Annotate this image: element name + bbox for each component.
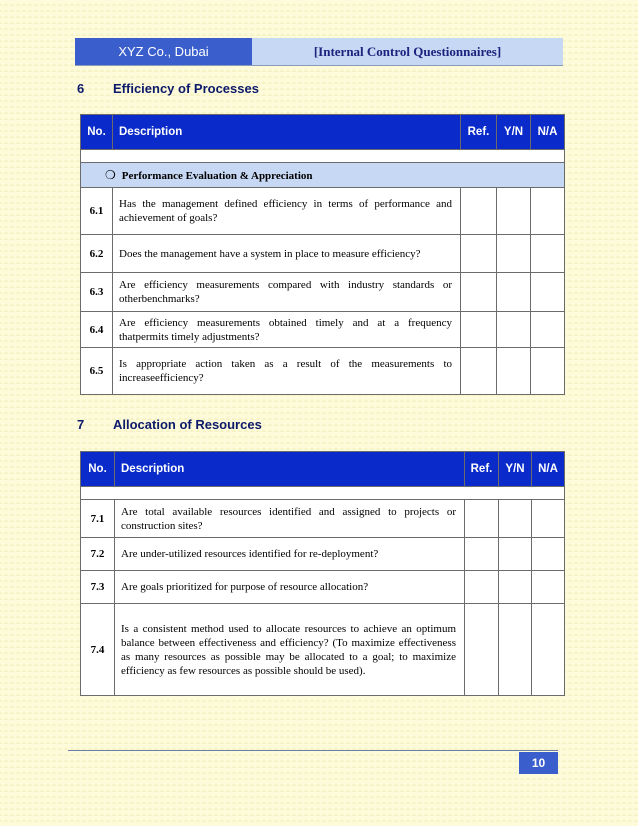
- table-row: [81, 604, 565, 696]
- table-row: [81, 273, 565, 312]
- section-number: 6: [77, 81, 85, 96]
- table-row: [81, 348, 565, 395]
- row-number: 6.1: [81, 188, 113, 235]
- table-row: [81, 571, 565, 604]
- row-question: Is a consistent method used to allocate resources to achieve an optimum balance between effectiveness and efficiency? (To maximize effectiveness as many resources as possible may be allocated to a goal; to maximize efficiency as few resources as possible should be used).: [115, 604, 465, 696]
- row-question: Does the management have a system in place to measure efficiency?: [113, 235, 461, 273]
- yn-cell[interactable]: [499, 571, 532, 604]
- na-cell[interactable]: [532, 571, 565, 604]
- col-yn: Y/N: [497, 115, 531, 150]
- col-ref: Ref.: [461, 115, 497, 150]
- ref-cell[interactable]: [465, 500, 499, 538]
- na-cell[interactable]: [531, 348, 565, 395]
- section-number: 7: [77, 417, 85, 432]
- row-question: Are under-utilized resources identified for re-deployment?: [115, 538, 465, 571]
- table-row: [81, 538, 565, 571]
- ref-cell[interactable]: [461, 312, 497, 348]
- row-question: Has the management defined efficiency in terms of performance and achievement of goals?: [113, 188, 461, 235]
- row-number: 7.2: [81, 538, 115, 571]
- yn-cell[interactable]: [499, 538, 532, 571]
- subheading-label: Performance Evaluation & Appreciation: [121, 169, 313, 182]
- yn-cell[interactable]: [497, 235, 531, 273]
- na-cell[interactable]: [531, 312, 565, 348]
- ref-cell[interactable]: [461, 235, 497, 273]
- circle-bullet-icon: ❍: [105, 167, 116, 182]
- ref-cell[interactable]: [465, 571, 499, 604]
- yn-cell[interactable]: [497, 273, 531, 312]
- na-cell[interactable]: [532, 500, 565, 538]
- col-no: No.: [81, 452, 115, 487]
- ref-cell[interactable]: [465, 538, 499, 571]
- table-row: [81, 235, 565, 273]
- ref-cell[interactable]: [461, 188, 497, 235]
- yn-cell[interactable]: [497, 188, 531, 235]
- na-cell[interactable]: [532, 604, 565, 696]
- na-cell[interactable]: [532, 538, 565, 571]
- col-na: N/A: [532, 452, 565, 487]
- row-number: 7.4: [81, 604, 115, 696]
- na-cell[interactable]: [531, 273, 565, 312]
- document-title: [Internal Control Questionnaires]: [252, 38, 563, 65]
- ref-cell[interactable]: [465, 604, 499, 696]
- col-ref: Ref.: [465, 452, 499, 487]
- section-title: Efficiency of Processes: [113, 81, 259, 96]
- section-7-heading: [77, 417, 262, 432]
- yn-cell[interactable]: [499, 500, 532, 538]
- col-description: Description: [115, 452, 465, 487]
- questionnaire-table-7: [80, 451, 565, 696]
- col-yn: Y/N: [499, 452, 532, 487]
- col-no: No.: [81, 115, 113, 150]
- row-number: 7.3: [81, 571, 115, 604]
- spacer-row: [81, 487, 565, 500]
- questionnaire-table-6: [80, 114, 565, 395]
- table-row: [81, 188, 565, 235]
- row-question: Are efficiency measurements compared with industry standards or otherbenchmarks?: [113, 273, 461, 312]
- section-title: Allocation of Resources: [113, 417, 262, 432]
- subheading-row: [81, 163, 565, 188]
- row-number: 6.2: [81, 235, 113, 273]
- page-number: 10: [519, 752, 558, 774]
- section-6-heading: [77, 81, 259, 96]
- na-cell[interactable]: [531, 235, 565, 273]
- yn-cell[interactable]: [497, 312, 531, 348]
- row-question: Are goals prioritized for purpose of resource allocation?: [115, 571, 465, 604]
- yn-cell[interactable]: [499, 604, 532, 696]
- page-header: [75, 38, 563, 66]
- table-row: [81, 312, 565, 348]
- row-question: Are efficiency measurements obtained timely and at a frequency thatpermits timely adjustments?: [113, 312, 461, 348]
- col-description: Description: [113, 115, 461, 150]
- col-na: N/A: [531, 115, 565, 150]
- row-question: Is appropriate action taken as a result of the measurements to increaseefficiency?: [113, 348, 461, 395]
- row-number: 6.4: [81, 312, 113, 348]
- ref-cell[interactable]: [461, 273, 497, 312]
- table-header-row: [81, 452, 565, 487]
- row-number: 6.3: [81, 273, 113, 312]
- row-number: 6.5: [81, 348, 113, 395]
- ref-cell[interactable]: [461, 348, 497, 395]
- na-cell[interactable]: [531, 188, 565, 235]
- row-number: 7.1: [81, 500, 115, 538]
- spacer-row: [81, 150, 565, 163]
- company-name: XYZ Co., Dubai: [75, 38, 252, 65]
- table-header-row: [81, 115, 565, 150]
- row-question: Are total available resources identified and assigned to projects or construction sites?: [115, 500, 465, 538]
- footer-divider: [68, 750, 558, 751]
- yn-cell[interactable]: [497, 348, 531, 395]
- table-row: [81, 500, 565, 538]
